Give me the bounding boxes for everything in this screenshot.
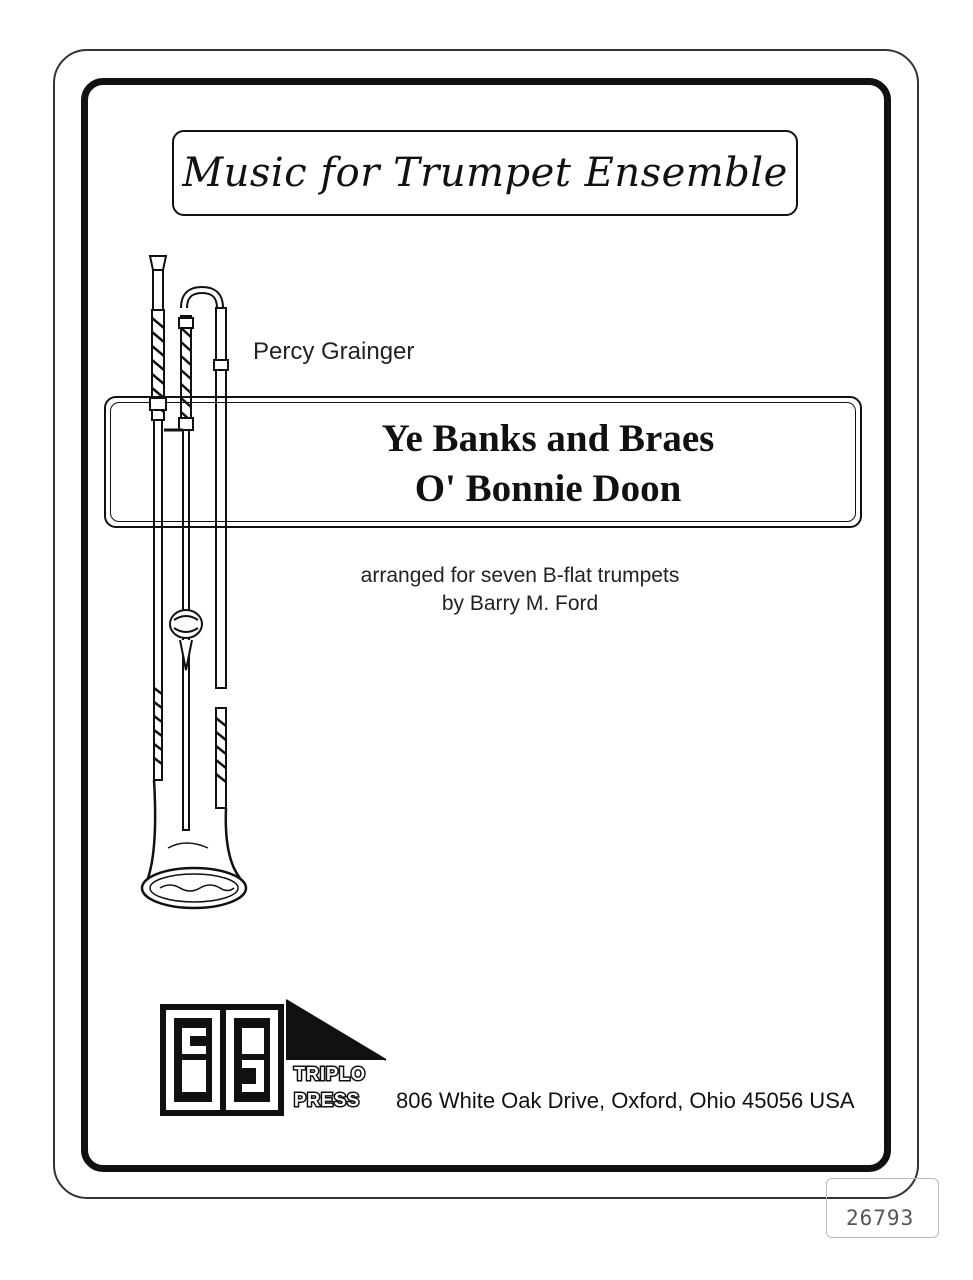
triplo-press-logo-icon [160, 996, 390, 1116]
logo-word-2: PRESS [294, 1090, 361, 1110]
series-title-box [172, 130, 798, 216]
piece-title-line-2: O' Bonnie Doon [414, 467, 682, 510]
piece-title [236, 414, 860, 514]
composer-name: Percy Grainger [253, 338, 415, 365]
arrangement-info [270, 562, 770, 618]
piece-title-line-1: Ye Banks and Braes [381, 417, 715, 460]
arrangement-line-2: by Barry M. Ford [441, 592, 599, 615]
publisher-address: 806 White Oak Drive, Oxford, Ohio 45056 USA [396, 1088, 855, 1113]
herald-trumpet-icon [128, 248, 268, 916]
series-title: Music for Trumpet Ensemble [182, 150, 788, 196]
arrangement-line-1: arranged for seven B-flat trumpets [360, 564, 680, 587]
stock-number: 26793 [846, 1206, 915, 1230]
logo-word-1: TRIPLO [294, 1064, 366, 1084]
